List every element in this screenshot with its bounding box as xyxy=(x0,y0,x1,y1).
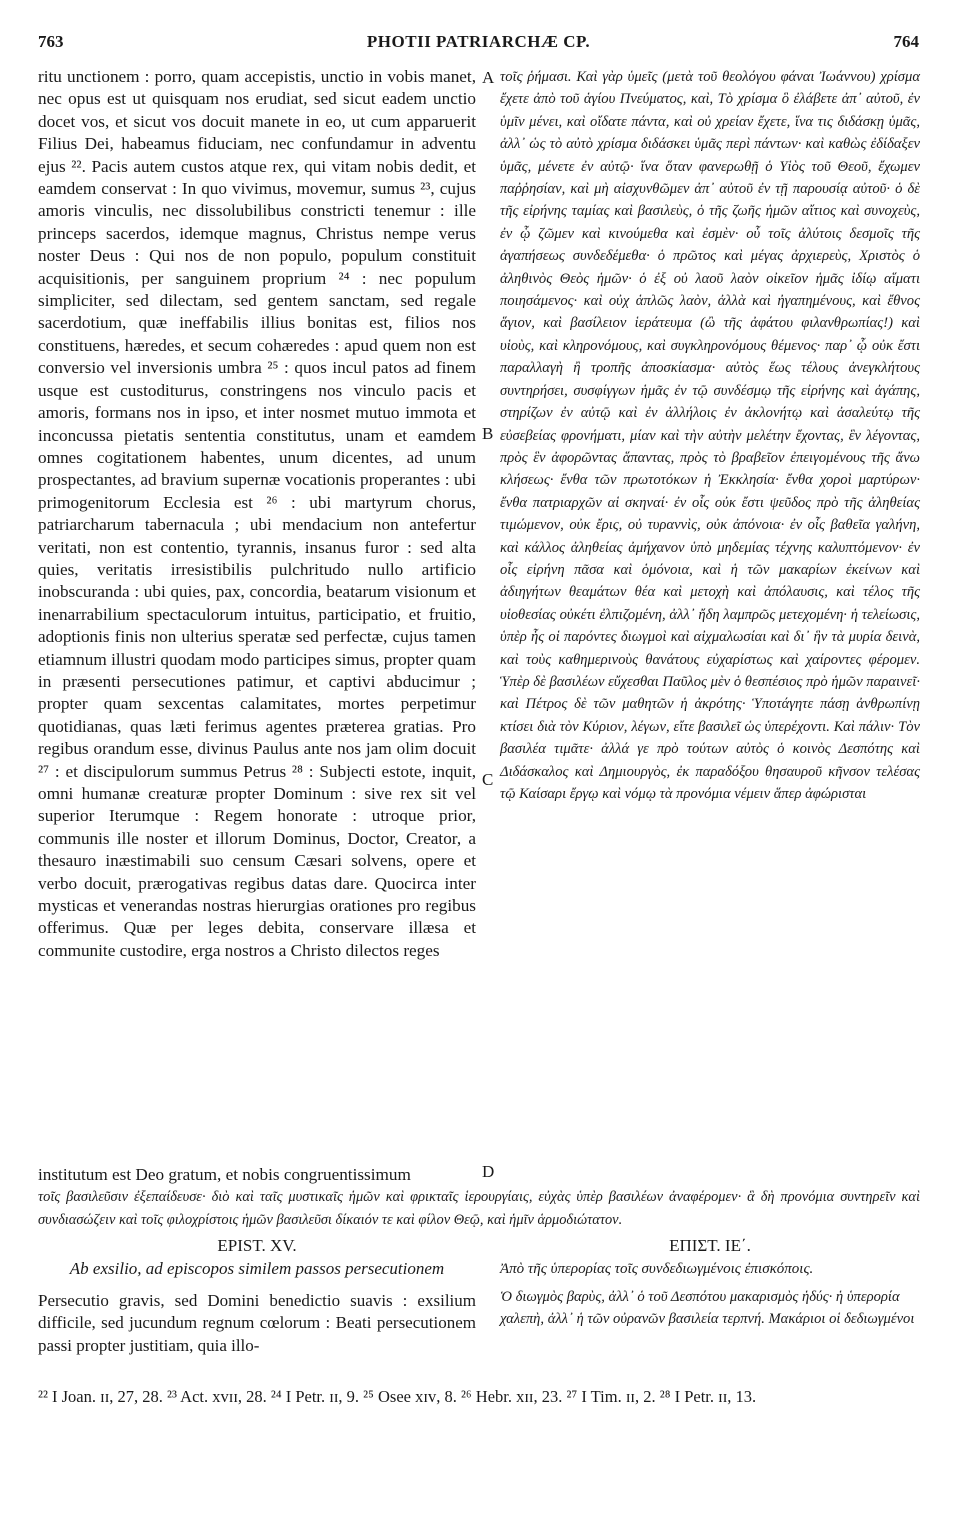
section-marker-a: A xyxy=(482,68,495,87)
epistle-greek-body: Ὁ διωγμὸς βαρὺς, ἀλλ᾽ ὁ τοῦ Δεσπότου μακαρισμὸς ἡδύς· ἡ ὑπερορία χαλεπὴ, ἀλλ᾽ ἡ τῶν οὐρανῶν βασιλεία τερπνή. Μακάριοι οἱ δεδιωγμένοι xyxy=(500,1289,915,1328)
page-number-left: 763 xyxy=(38,32,64,51)
epistle-greek-heading: ΕΠΙΣΤ. ΙΕ΄. xyxy=(669,1236,751,1255)
epistle-latin xyxy=(38,1236,476,1357)
page-header xyxy=(38,32,919,56)
footnotes: ²² I Joan. ɪɪ, 27, 28. ²³ Act. xᴠɪɪ, 28. ²⁴ I Petr. ɪɪ, 9. ²⁵ Osee xɪᴠ, 8. ²⁶ Hebr. xɪɪ, 23. ²⁷ I Tim. ɪɪ, 2. ²⁸ I Petr. ɪɪ, 13. xyxy=(38,1387,757,1406)
epistle-greek-subtitle: Ἀπὸ τῆς ὑπερορίας τοῖς συνδεδιωγμένοις ἐπισκόποις. xyxy=(500,1261,814,1277)
latin-column: ritu unctionem : porro, quam accepistis, unctio in vobis manet, nec opus est ut quisquam nos erudiat, sed sicut eadem unctio docet vos, et sicut vos docuit manete in eo, ut cum apparuerit Filius Dei, habeamus fiduciam, nec confundamur in adventu ejus ²². Pacis autem custos atque rex, qui vitam nobis dedit, et eamdem conservat : In quo vivimus, movemur, sumus ²³, cujus amoris vinculis, nec dissolubilibus constricti tenemur : ille princeps sacerdos, idemque magnus, Christus nempe verus noster Deus : Qui nos de non populo, populum constituit acquisitionis, per sanguinem proprium ²⁴ : nec populum simpliciter, sed dilectam, sed gentem sanctam, sed regale sacerdotium, quæ ineffabilis illius bonitas est, filios nos constituens, hæredes, et secum cohæredes : apud quem non est conversio vel inversionis umbra ²⁵ : quos incul patos ad finem usque est custoditurus, constringens nos vinculo pacis et amoris, formans nos in ipso, et inter nosmet mutuo immota et inconcussa pietatis sententia constitutus, unam et eamdem omnes cogitationem habentes, unum dicentes, ad unum prospectantes, ad bravium supernæ vocationis properantes : ubi primogenitorum Ecclesia est ²⁶ : ubi martyrum chorus, patriarcharum tabernacula ; ubi mendacium non antefertur veritati, non est contentio, tyrannis, insanus furor : sed alta quies, veritatis irresistibilis pulchritudo nullo artificio inobscuranda : ubi quies, pax, concordia, beatarum visionum et inenarrabilium spectaculorum intuitus, participatio, et fruitio, adoptionis finis non ulterius speratæ sed perfectæ, cujus tamen etiamnum illustri quodam modo participes simus, propter quam in præsenti persecutiones patimur, et captivi abducimur ; propter quam sexcentas calamitates, mortes perpetimur quotidianas, quas læti ferimus agentes præterea gratias. Pro regibus orandum esse, divinus Paulus ante nos jam olim docuit ²⁷ : et discipulorum summus Petrus ²⁸ : Subjecti estote, inquit, omni humanæ creaturæ propter Dominum : sive rex sit vel superior Iterumque : Regem honorate : utroque prior, communis ille noster et illorum Dominus, Doctor, Creator, a thesauro inæstimabili suo censum Cæsari solvens, opere et verbo docuit, prærogativas regibus datas dare. Quocirca inter mysticas et venerandas nostras hierurgias orationes pro regibus offerimus. Quæ per leges debita, conservare illæsa et communite custodire, erga nostros a Christo dilectos reges xyxy=(38,67,476,960)
running-title: PHOTII PATRIARCHÆ CP. xyxy=(366,32,591,51)
greek-column: τοῖς ῥήμασι. Καὶ γὰρ ὑμεῖς (μετὰ τοῦ θεολόγου φάναι Ἰωάννου) χρίσμα ἔχετε ἀπὸ τοῦ ἁγίου Πνεύματος, καὶ, Τὸ χρίσμα ὃ ἐλάβετε ἀπ᾽ αὐτοῦ, ἐν ὑμῖν μένει, καὶ οἴδατε πάντα, καὶ οὐ χρείαν ἔχετε, ἵνα τις διδάσκῃ ὑμᾶς, ἀλλ᾽ ὡς τὸ αὐτὸ χρίσμα διδάσκει ὑμᾶς περὶ πάντων· καὶ καθὼς ἐδίδαξεν ὑμᾶς, μένετε ἐν αὐτῷ· ἵνα ὅταν φανερωθῇ ὁ Υἱὸς τοῦ Θεοῦ, ἔχωμεν παῤῥησίαν, καὶ μὴ αἰσχυνθῶμεν ἀπ᾽ αὐτοῦ ἐν τῇ παρουσίᾳ αὐτοῦ· ὁ δὲ τῆς εἰρήνης ταμίας καὶ βασιλεὺς, ὁ τῆς ζωῆς ἡμῶν αἴτιος καὶ συνοχεὺς, ἐν ᾧ ζῶμεν καὶ κινούμεθα καὶ ἐσμὲν· οὗ τοῖς ἀλύτοις δεσμοῖς τῆς ἀγαπήσεως συνδεδέμεθα· ὁ πρῶτος καὶ μέγας ἀρχιερεὺς, Χριστὸς ὁ ἀληθινὸς Θεὸς ἡμῶν· ὁ ἐξ οὐ λαοῦ λαὸν οἰκεῖον ἡμᾶς ἰδίῳ αἵματι ποιησάμενος· καὶ οὐχ ἁπλῶς λαὸν, ἀλλὰ καὶ ἠγαπημένους, καὶ ἔθνος ἅγιον, καὶ βασίλειον ἱεράτευμα (ὢ τῆς ἀφάτου φιλανθρωπίας!) καὶ υἱοὺς, καὶ κληρονόμους, καὶ συγκληρονόμους θέμενος· παρ᾽ ᾧ οὐκ ἔστι παραλλαγὴ ἢ τροπῆς ἀποσκίασμα· αὐτὸς ἕως τέλους ἀνεγκλήτους συντηρήσει, συσφίγγων ἡμᾶς ἐν τῷ συνδέσμῳ τῆς εἰρήνης καὶ ἀγάπης, στηρίζων ἐν αὐτῷ καὶ ἐν ἀλλήλοις ἐν ἀκλονήτῳ καὶ ἀσαλεύτῳ τῆς εὐσεβείας φρονήματι, μίαν καὶ τὴν αὐτὴν μελέτην ἔχοντας, ἓν λέγοντας, πρὸς ἓν ἀφορῶντας ἅπαντας, πρὸς τὸ βραβεῖον ἐπειγομένους τῆς ἄνω κλήσεως· ἔνθα τῶν πρωτοτόκων ἡ Ἐκκλησία· ἔνθα χοροὶ μαρτύρων· ἔνθα πατριαρχῶν αἱ σκηναί· ἐν οἷς οὐκ ἔστι ψεῦδος πρὸ τῆς ἀληθείας τιμώμενον, οὐκ ἔρις, οὐ τυραννὶς, οὐκ ἀπόνοια· ἐν οἷς βαθεῖα γαλήνη, καὶ κάλλος ἀληθείας ἀμήχανον ὑπὸ μηδεμίας τέχνης καλυπτόμενον· ἐν οἷς εἰρήνη πᾶσα καὶ ὁμόνοια, καὶ ἡ τῶν μακαρίων ἐκείνων καὶ ἀδιηγήτων θεαμάτων θέα καὶ μετοχὴ καὶ ἀπόλαυσις, καὶ τέλος τῆς υἱοθεσίας οὐκέτι ἐλπιζομένη, ἀλλ᾽ ἤδη λαμπρῶς μετεχομένη· ἡ τελείωσις, ὑπὲρ ἧς οἱ παρόντες διωγμοὶ καὶ αἰχμαλωσίαι καὶ δι᾽ ἣν τὰ μυρία δεινὰ, καὶ τοὺς καθημερινοὺς θανάτους εὐχαρίστως καὶ χαίροντες φέρομεν. Ὑπὲρ δὲ βασιλέων εὔχεσθαι Παῦλος μὲν ὁ θεσπέσιος πρὸ ἡμῶν παραινεῖ· καὶ Πέτρος δὲ τῶν μαθητῶν ἡ ἀκρότης· Ὑποτάγητε πάσῃ ἀνθρωπίνῃ κτίσει διὰ τὸν Κύριον, λέγων, εἴτε βασιλεῖ ὡς ὑπερέχοντι. Καὶ πάλιν· Τὸν βασιλέα τιμᾶτε· ἀλλά γε πρὸ τούτων αὐτὸς ὁ κοινὸς Δεσπότης καὶ Διδάσκαλος καὶ Δημιουργὸς, ἐκ παραδόξου θησαυροῦ κῆνσον τελέσας τῷ Καίσαρι ἔργῳ καὶ νόμῳ τὰ προνόμια νέμειν ἅπερ ἀφώρισται xyxy=(500,69,920,802)
section-marker-c: C xyxy=(482,770,494,789)
section-marker-d: D xyxy=(482,1162,495,1181)
full-width-continuation xyxy=(38,1164,920,1231)
epistle-latin-subtitle: Ab exsilio, ad episcopos similem passos persecutionem xyxy=(69,1259,445,1278)
section-marker-b: B xyxy=(482,424,494,443)
greek-end-paragraph: τοῖς βασιλεῦσιν ἐξεπαίδευσε· διὸ καὶ ταῖς μυστικαῖς ἡμῶν καὶ φρικταῖς ἱερουργίαις, εὐχὰς ὑπὲρ βασιλέων ἀναφέρομεν· ἃ δὴ προνόμια συντηρεῖν καὶ συνδιασώζειν καὶ τοῖς φιλοχρίστοις ἡμῶν βασιλεῦσι δίκαιόν τε καὶ φίλον Θεῷ, καὶ ἡμῖν ἁρμοδιώτατον. xyxy=(38,1189,920,1228)
epistle-greek xyxy=(500,1236,920,1331)
latin-end-line: institutum est Deo gratum, et nobis congruentissimum xyxy=(38,1165,411,1184)
epistle-latin-heading: EPIST. XV. xyxy=(217,1236,297,1255)
page-number-right: 764 xyxy=(893,32,919,51)
epistle-latin-body: Persecutio gravis, sed Domini benedictio suavis : exsilium difficile, sed jucundum regnum cœlorum : Beati persecutionem passi propter justitiam, quia illo- xyxy=(38,1291,476,1355)
